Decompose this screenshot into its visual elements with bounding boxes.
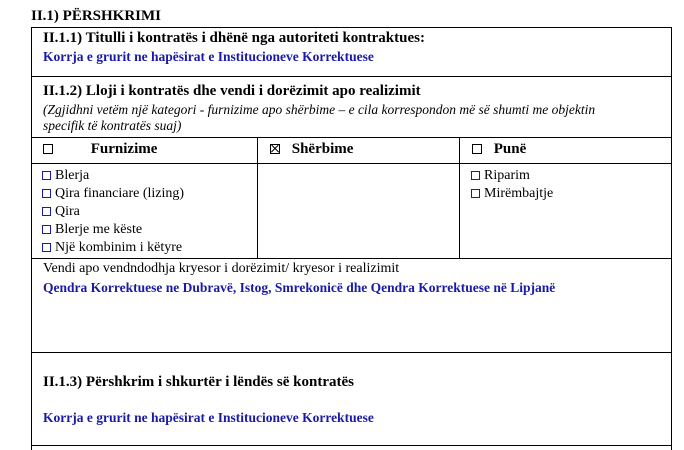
option-blerje-me-keste[interactable] <box>42 221 142 239</box>
short-description-value: Korrja e grurit ne hapësirat e Institucioneve Korrektuese <box>43 410 374 425</box>
category-label: Furnizime <box>90 141 158 157</box>
table-right-border <box>671 27 672 450</box>
checkbox-icon[interactable] <box>42 189 51 198</box>
location-label: Vendi apo vendndodhja kryesor i dorëzimit/ kryesor i realizimit <box>43 261 400 276</box>
option-label: Mirëmbajtje <box>484 186 554 201</box>
checkbox-icon[interactable] <box>471 171 480 180</box>
checkbox-icon[interactable] <box>42 243 51 252</box>
option-label: Një kombinim i këtyre <box>55 240 183 255</box>
category-pune[interactable] <box>472 141 526 158</box>
checkbox-icon[interactable] <box>42 207 51 216</box>
row-divider <box>31 258 672 259</box>
checkbox-icon[interactable] <box>471 189 480 198</box>
option-qira-financiare[interactable] <box>42 185 184 203</box>
contract-title-heading: II.1.1) Titulli i kontratës i dhënë nga autoriteti kontraktues: <box>43 30 425 46</box>
option-label: Qira financiare (lizing) <box>55 186 185 201</box>
row-divider <box>31 445 672 446</box>
option-label: Blerje me këste <box>55 222 143 237</box>
short-description-heading: II.1.3) Përshkrim i shkurtër i lëndës së kontratës <box>43 374 354 390</box>
contract-type-note: (Zgjidhni vetëm një kategori - furnizime apo shërbime – e cila korrespondon më së shumti me objektin <box>43 102 596 117</box>
option-label: Blerja <box>55 168 90 183</box>
column-divider <box>459 137 460 258</box>
location-value: Qendra Korrektuese ne Dubravë, Istog, Smrekonicë dhe Qendra Korrektuese në Lipjanë <box>43 280 556 295</box>
category-furnizime[interactable] <box>43 141 157 158</box>
checkbox-icon[interactable] <box>43 144 53 154</box>
option-label: Riparim <box>484 168 530 183</box>
table-left-border <box>31 27 32 450</box>
option-qira[interactable] <box>42 203 80 221</box>
category-label: Shërbime <box>291 141 354 157</box>
checkbox-icon[interactable] <box>42 171 51 180</box>
section-heading: II.1) PËRSHKRIMI <box>31 8 162 24</box>
contract-title-value: Korrja e grurit ne hapësirat e Institucioneve Korrektuese <box>43 49 374 64</box>
option-label: Qira <box>55 204 80 219</box>
checkbox-icon[interactable] <box>42 225 51 234</box>
category-label: Punë <box>493 141 527 157</box>
row-divider <box>31 163 672 164</box>
row-divider <box>31 352 672 353</box>
option-mirembajtje[interactable] <box>471 185 553 203</box>
table-top-border <box>31 27 672 28</box>
checkbox-icon[interactable] <box>472 144 482 154</box>
option-kombinim[interactable] <box>42 239 182 257</box>
row-divider <box>31 76 672 77</box>
category-sherbime[interactable] <box>270 141 353 158</box>
row-divider <box>31 137 672 138</box>
option-riparim[interactable] <box>471 167 530 185</box>
contract-type-note: specifik të kontratës suaj) <box>43 118 182 133</box>
checked-checkbox-icon[interactable] <box>270 144 280 154</box>
contract-type-heading: II.1.2) Lloji i kontratës dhe vendi i dorëzimit apo realizimit <box>43 83 421 99</box>
column-divider <box>257 137 258 258</box>
option-blerja[interactable] <box>42 167 89 185</box>
